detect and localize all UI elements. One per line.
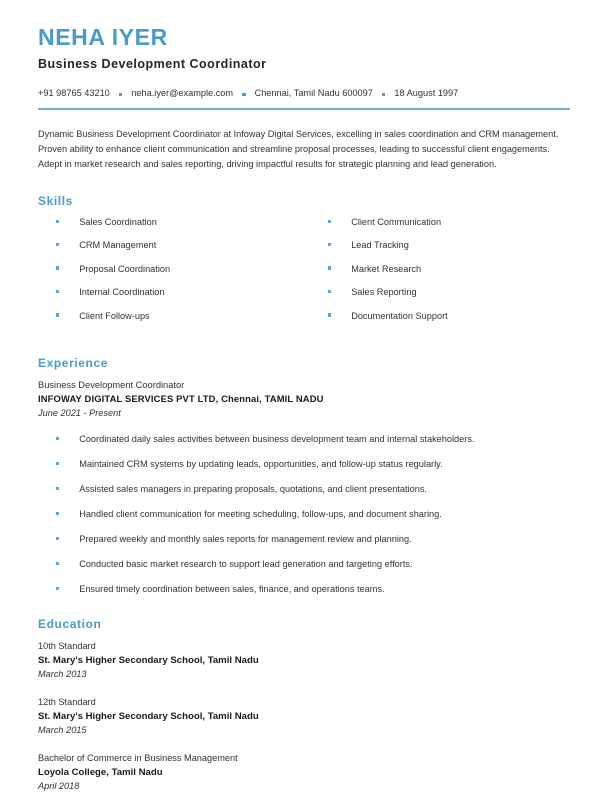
skill-label: Client Communication (351, 216, 442, 227)
education-date: April 2018 (38, 781, 80, 792)
education-location: Tamil Nadu (207, 655, 259, 667)
skill-label: CRM Management (79, 240, 157, 251)
list-item (38, 558, 572, 570)
header-divider (38, 108, 570, 110)
job-dates: June 2021 - Present (38, 407, 121, 418)
skill-label: Market Research (351, 263, 422, 274)
education-section-title: Education (38, 617, 102, 632)
list-item (38, 264, 310, 276)
skill-label: Proposal Coordination (79, 263, 171, 274)
list-item (310, 311, 572, 323)
education-degree: Bachelor of Commerce in Business Management (38, 753, 238, 764)
skills-section (38, 194, 572, 334)
resume-header (38, 24, 572, 110)
skills-section-title: Skills (38, 193, 73, 208)
education-school-name: Loyola College, (38, 767, 109, 779)
duty-text: Maintained CRM systems by updating leads, opportunities, and follow-up status regularly. (79, 459, 443, 470)
education-school (38, 710, 572, 724)
square-bullet-icon (56, 537, 59, 540)
square-bullet-icon (56, 437, 59, 440)
contact-row (38, 88, 572, 100)
education-location: Tamil Nadu (111, 767, 163, 779)
skills-column-left (38, 217, 310, 334)
square-bullet-icon (56, 587, 59, 590)
square-bullet-icon (56, 562, 59, 565)
square-bullet-icon (328, 220, 331, 223)
contact-phone: +91 98765 43210 (38, 88, 110, 99)
education-school-name: St. Mary's Higher Secondary School, (38, 711, 206, 723)
square-bullet-icon (56, 462, 59, 465)
candidate-job-title: Business Development Coordinator (38, 57, 267, 72)
list-item (38, 287, 310, 299)
square-bullet-icon (56, 266, 59, 269)
list-item (38, 433, 572, 445)
education-school (38, 766, 572, 780)
skill-label: Sales Coordination (79, 216, 157, 227)
education-date: March 2015 (38, 725, 87, 736)
job-company: INFOWAY DIGITAL SERVICES PVT LTD, Chennai, TAMIL NADU (38, 393, 324, 405)
list-item (310, 240, 572, 252)
list-item (38, 217, 310, 229)
square-bullet-icon (56, 243, 59, 246)
square-bullet-icon (328, 313, 331, 316)
list-item (38, 458, 572, 470)
job-role: Business Development Coordinator (38, 379, 185, 390)
contact-address: Chennai, Tamil Nadu 600097 (254, 88, 373, 99)
skill-label: Sales Reporting (351, 287, 417, 298)
professional-summary: Dynamic Business Development Coordinator at Infoway Digital Services, excelling in sales coordination and CRM management. Proven ability to enhance client communication and streamline proposal processes, leading to successful client engagements. Adept in market research and sales reporting, driving impactful results for strategic planning and lead generation. (38, 128, 559, 169)
separator-dot-icon (242, 93, 246, 97)
square-bullet-icon (328, 266, 331, 269)
skill-label: Lead Tracking (351, 240, 409, 251)
square-bullet-icon (328, 290, 331, 293)
contact-email[interactable]: neha.iyer@example.com (131, 88, 234, 99)
duty-text: Handled client communication for meeting scheduling, follow-ups, and document sharing. (79, 509, 442, 520)
separator-dot-icon (382, 93, 386, 97)
education-location: Tamil Nadu (207, 711, 259, 723)
skill-label: Documentation Support (351, 310, 448, 321)
education-entry (38, 640, 572, 682)
education-entry (38, 696, 572, 738)
list-item (310, 287, 572, 299)
duty-text: Assisted sales managers in preparing proposals, quotations, and client presentations. (79, 484, 427, 495)
contact-birthdate: 18 August 1997 (394, 88, 459, 99)
education-school-name: St. Mary's Higher Secondary School, (38, 655, 206, 667)
square-bullet-icon (56, 487, 59, 490)
duty-text: Prepared weekly and monthly sales reports for management review and planning. (79, 534, 412, 545)
skill-label: Internal Coordination (79, 287, 165, 298)
education-degree: 12th Standard (38, 697, 96, 708)
separator-dot-icon (119, 93, 123, 97)
duty-text: Conducted basic market research to support lead generation and targeting efforts. (79, 558, 413, 569)
education-date: March 2013 (38, 669, 87, 680)
list-item (38, 240, 310, 252)
skill-label: Client Follow-ups (79, 310, 150, 321)
education-degree: 10th Standard (38, 641, 96, 652)
duty-text: Coordinated daily sales activities between business development team and internal stakeholders. (79, 434, 475, 445)
education-entry (38, 752, 572, 792)
duty-text: Ensured timely coordination between sales, finance, and operations teams. (79, 583, 385, 594)
square-bullet-icon (56, 220, 59, 223)
square-bullet-icon (328, 243, 331, 246)
list-item (38, 311, 310, 323)
list-item (38, 583, 572, 595)
square-bullet-icon (56, 290, 59, 293)
square-bullet-icon (56, 512, 59, 515)
experience-section (38, 356, 572, 595)
candidate-name: NEHA IYER (38, 24, 168, 50)
education-school (38, 654, 572, 668)
education-section (38, 617, 572, 792)
job-duty-list (38, 433, 572, 595)
square-bullet-icon (56, 313, 59, 316)
list-item (310, 264, 572, 276)
experience-entry (38, 379, 572, 595)
list-item (310, 217, 572, 229)
experience-section-title: Experience (38, 355, 109, 370)
list-item (38, 533, 572, 545)
list-item (38, 508, 572, 520)
list-item (38, 483, 572, 495)
skills-grid (38, 217, 572, 334)
resume-content (38, 24, 572, 792)
skills-column-right (310, 217, 572, 334)
